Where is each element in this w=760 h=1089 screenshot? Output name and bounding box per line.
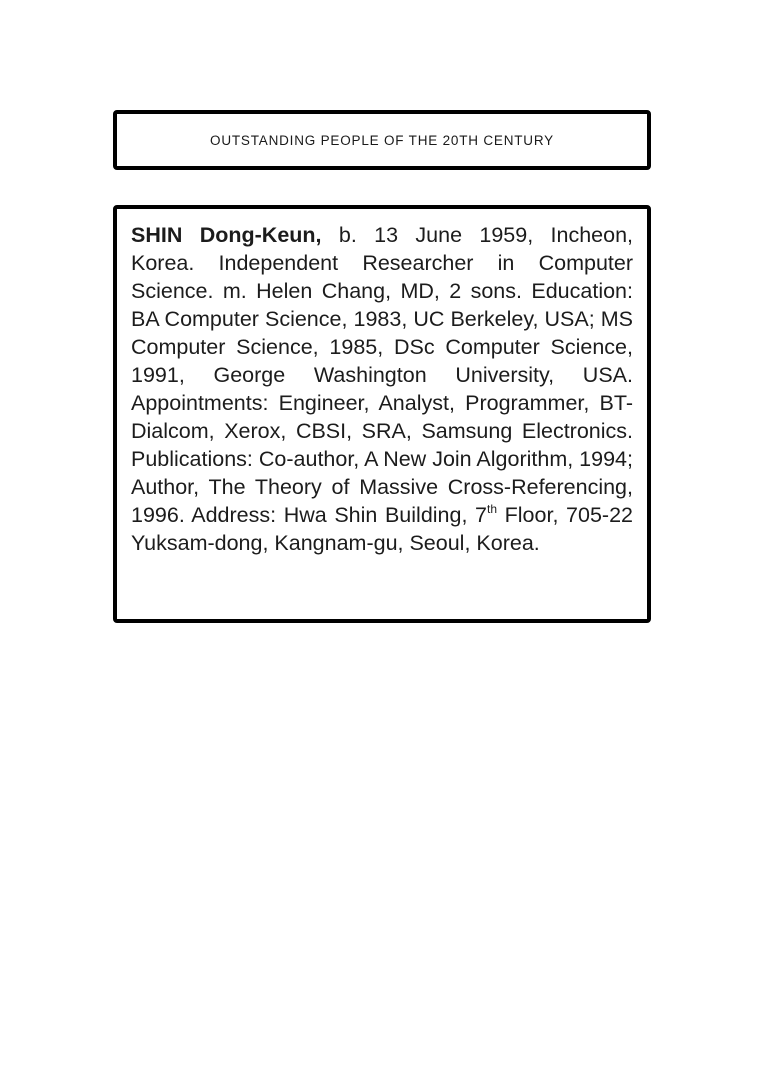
floor-ordinal-superscript: th (487, 502, 498, 516)
biography-entry-text (131, 221, 633, 557)
entry-body-part-2: Floor, 705-22 Yuksam-dong, Kangnam-gu, Seoul, Korea. (131, 503, 633, 555)
entry-name: SHIN Dong-Keun, (131, 223, 322, 247)
header-box (113, 110, 651, 170)
entry-body-part-1: b. 13 June 1959, Incheon, Korea. Independent Researcher in Computer Science. m. Helen Chang, MD, 2 sons. Education: BA Computer Science, 1983, UC Berkeley, USA; MS Computer Science, 1985, DSc Computer Science, 1991, George Washington University, USA. Appointments: Engineer, Analyst, Programmer, BT-Dialcom, Xerox, CBSI, SRA, Samsung Electronics. Publications: Co-author, A New Join Algorithm, 1994; Author, The Theory of Massive Cross-Referencing, 1996. Address: Hwa Shin Building, 7 (131, 223, 633, 527)
header-title: OUTSTANDING PEOPLE OF THE 20TH CENTURY (210, 132, 554, 148)
biography-entry-box (113, 205, 651, 623)
